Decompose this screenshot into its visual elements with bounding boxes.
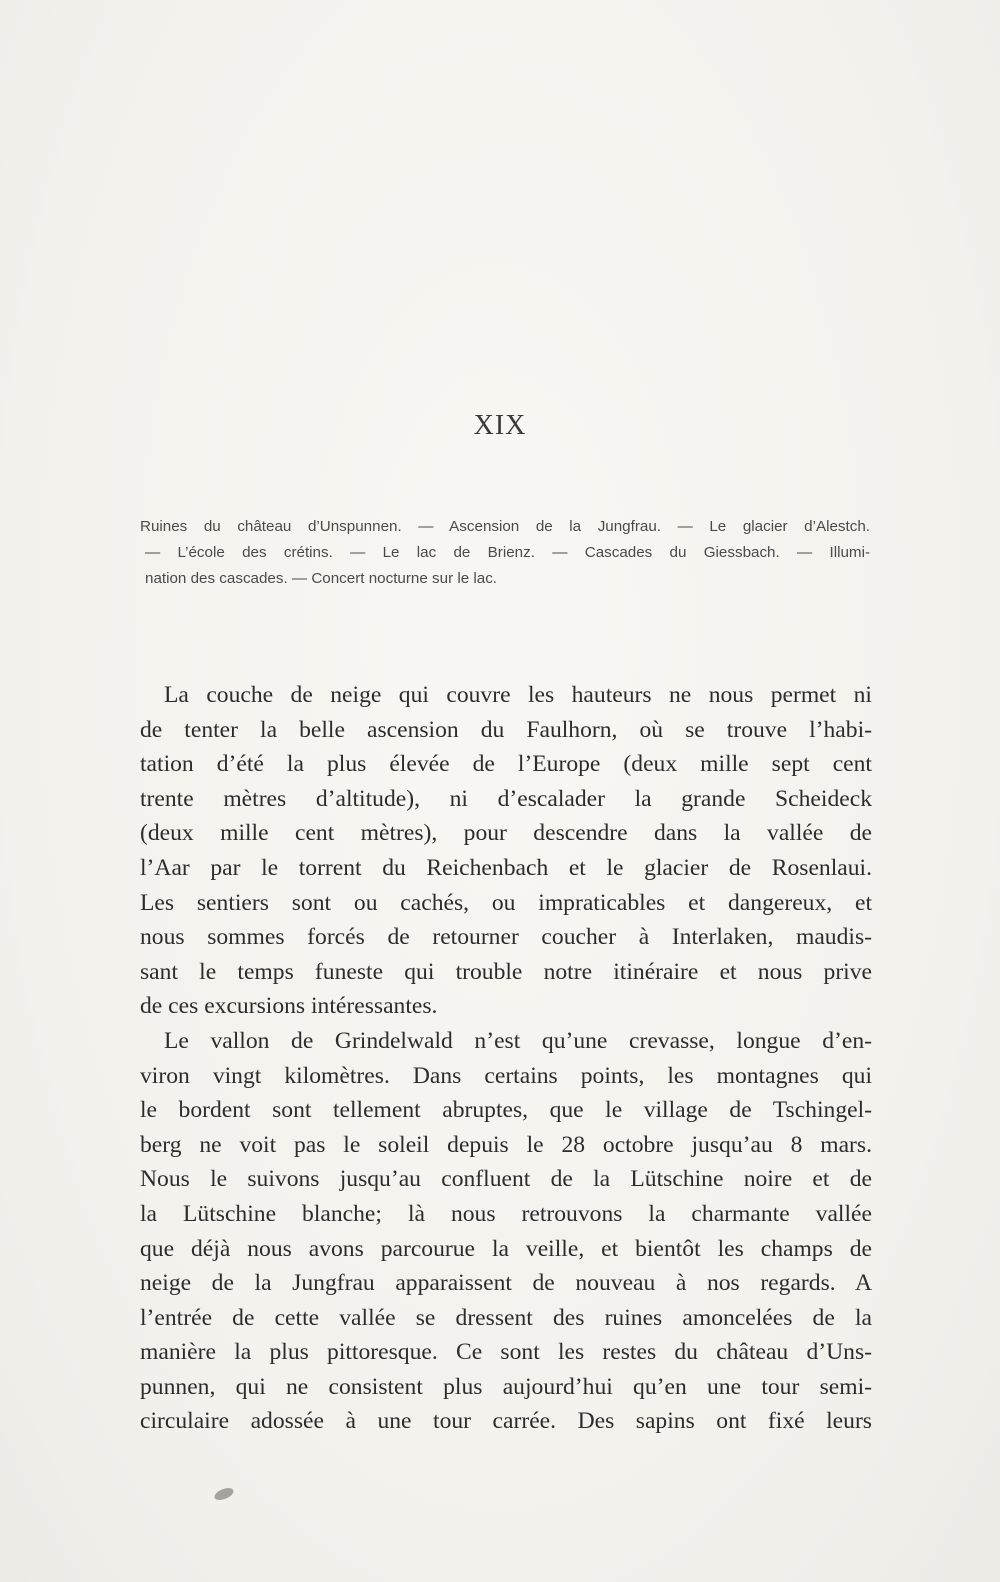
text-line: de tenter la belle ascension du Faulhorn, où se trouve l’habi-: [140, 716, 872, 743]
text-line: neige de la Jungfrau apparaissent de nouveau à nos regards. A: [140, 1270, 872, 1297]
text-line: la Lütschine blanche; là nous retrouvons la charmante vallée: [140, 1200, 872, 1227]
text-line: l’entrée de cette vallée se dressent des ruines amoncelées de la: [140, 1304, 872, 1331]
text-line: berg ne voit pas le soleil depuis le 28 octobre jusqu’au 8 mars.: [140, 1131, 872, 1158]
ink-smudge: [213, 1486, 235, 1503]
text-line: nous sommes forcés de retourner coucher à Interlaken, maudis-: [140, 924, 872, 951]
paragraph: [140, 678, 872, 1024]
text-line: manière la plus pittoresque. Ce sont les restes du château d’Uns-: [140, 1339, 872, 1366]
text-line: (deux mille cent mètres), pour descendre dans la vallée de: [140, 820, 872, 847]
text-line: trente mètres d’altitude), ni d’escalader la grande Scheideck: [140, 785, 872, 812]
text-line: que déjà nous avons parcourue la veille, et bientôt les champs de: [140, 1235, 872, 1262]
text-line: l’Aar par le torrent du Reichenbach et le glacier de Rosenlaui.: [140, 854, 872, 881]
text-line: circulaire adossée à une tour carrée. Des sapins ont fixé leurs: [140, 1408, 872, 1435]
text-line: tation d’été la plus élevée de l’Europe (deux mille sept cent: [140, 751, 872, 778]
chapter-summary: [140, 514, 870, 592]
paragraph: [140, 1024, 872, 1439]
text-line: Les sentiers sont ou cachés, ou impraticables et dangereux, et: [140, 889, 872, 916]
text-line: sant le temps funeste qui trouble notre itinéraire et nous prive: [140, 958, 872, 985]
text-line: punnen, qui ne consistent plus aujourd’hui qu’en une tour semi-: [140, 1373, 872, 1400]
summary-line: — L’école des crétins. — Le lac de Brienz. — Cascades du Giessbach. — Illumi-: [145, 544, 870, 561]
text-line: Le vallon de Grindelwald n’est qu’une crevasse, longue d’en-: [164, 1027, 872, 1054]
text-line: viron vingt kilomètres. Dans certains points, les montagnes qui: [140, 1062, 872, 1089]
text-line: le bordent sont tellement abruptes, que le village de Tschingel-: [140, 1097, 872, 1124]
summary-line: nation des cascades. — Concert nocturne sur le lac.: [145, 570, 498, 587]
text-line: de ces excursions intéressantes.: [140, 993, 438, 1020]
text-line: Nous le suivons jusqu’au confluent de la Lütschine noire et de: [140, 1166, 872, 1193]
chapter-number: XIX: [473, 410, 527, 441]
body-text: [140, 678, 872, 1439]
text-line: La couche de neige qui couvre les hauteurs ne nous permet ni: [164, 682, 872, 708]
summary-line: Ruines du château d’Unspunnen. — Ascension de la Jungfrau. — Le glacier d’Alestch.: [140, 518, 870, 535]
